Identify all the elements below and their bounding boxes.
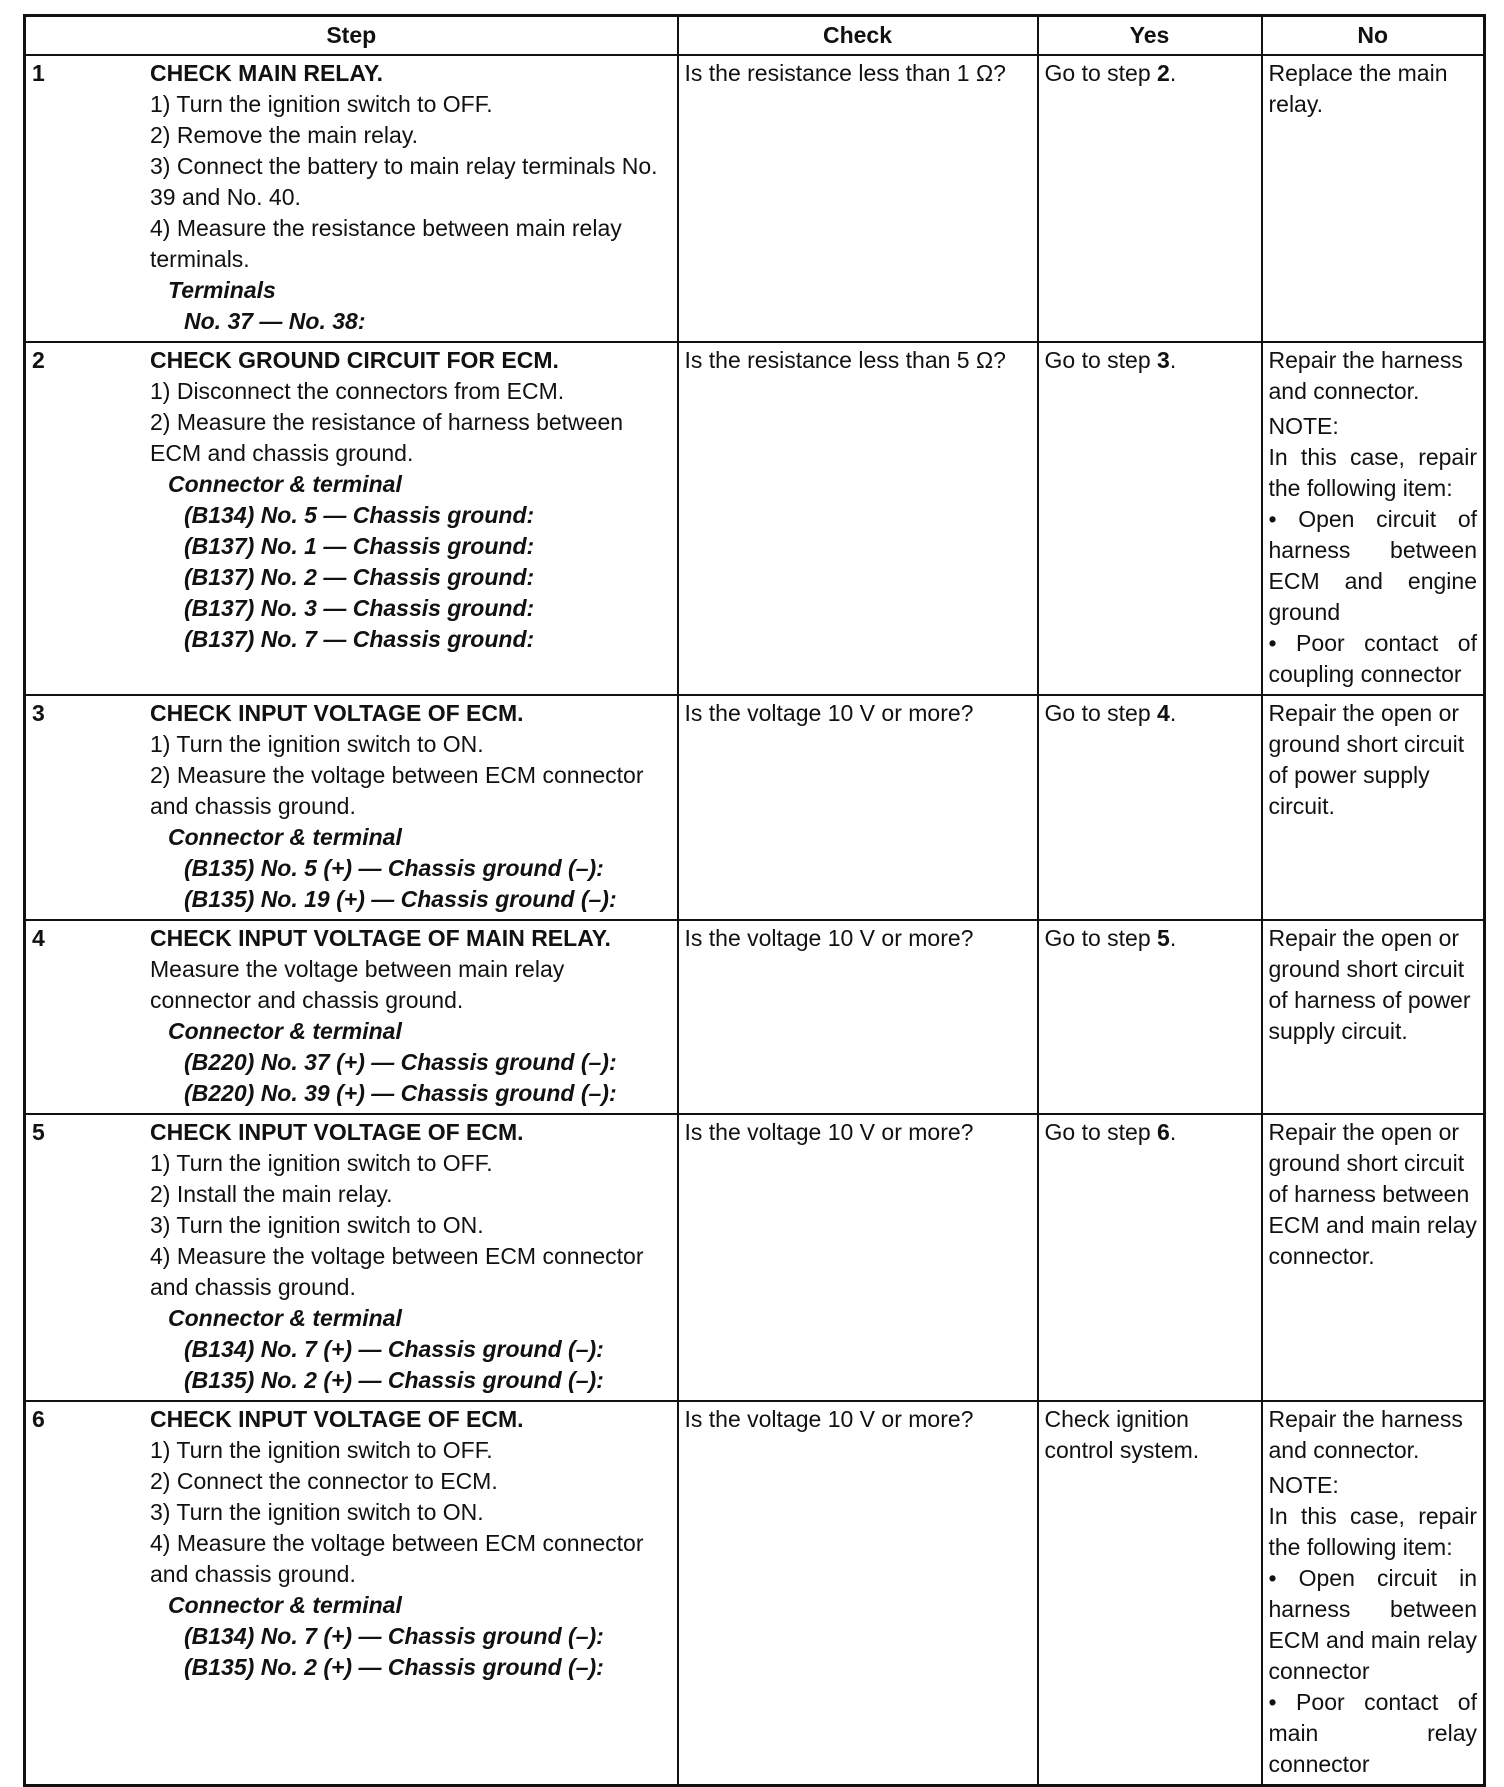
yes-prefix: Go to step	[1044, 925, 1158, 951]
spec-item: No. 37 — No. 38:	[184, 308, 366, 334]
note-text: In this case, repair the following item:	[1268, 444, 1477, 501]
yes-prefix: Go to step	[1044, 347, 1158, 373]
yes-step: 5	[1157, 925, 1170, 951]
spec-header: Connector & terminal	[168, 1305, 402, 1331]
step-line: 2) Connect the connector to ECM.	[150, 1468, 498, 1494]
note-bullet: • Open circuit of harness between ECM and engine ground	[1268, 506, 1477, 625]
note-label: NOTE:	[1268, 1472, 1339, 1498]
check-cell: Is the voltage 10 V or more?	[678, 695, 1038, 920]
spec-item: (B134) No. 5 — Chassis ground:	[184, 502, 535, 528]
step-line: 1) Turn the ignition switch to OFF.	[150, 1150, 493, 1176]
step-number: 3	[32, 700, 45, 726]
step-line: 1) Disconnect the connectors from ECM.	[150, 378, 565, 404]
spec-header: Terminals	[168, 277, 276, 303]
check-cell: Is the resistance less than 5 Ω?	[678, 342, 1038, 695]
spec-item: (B135) No. 2 (+) — Chassis ground (–):	[184, 1367, 604, 1393]
step-number: 1	[32, 60, 45, 86]
spec-item: (B134) No. 7 (+) — Chassis ground (–):	[184, 1336, 604, 1362]
yes-step: 6	[1157, 1119, 1170, 1145]
check-cell: Is the resistance less than 1 Ω?	[678, 55, 1038, 342]
no-cell: Repair the open or ground short circuit of harness between ECM and main relay connector.	[1262, 1114, 1485, 1401]
step-line: 2) Measure the resistance of harness between ECM and chassis ground.	[150, 409, 624, 466]
check-cell: Is the voltage 10 V or more?	[678, 1114, 1038, 1401]
step-title: CHECK INPUT VOLTAGE OF ECM.	[150, 700, 524, 726]
no-text: Repair the harness and connector.	[1268, 347, 1463, 404]
spec-item: (B137) No. 1 — Chassis ground:	[184, 533, 535, 559]
yes-step: 3	[1157, 347, 1170, 373]
step-line: 3) Turn the ignition switch to ON.	[150, 1499, 484, 1525]
no-cell	[1262, 342, 1485, 695]
yes-suffix: .	[1169, 1119, 1177, 1145]
no-cell	[1262, 1401, 1485, 1786]
yes-step: 4	[1157, 700, 1170, 726]
yes-step: 2	[1157, 60, 1170, 86]
table-row	[25, 1114, 1485, 1401]
no-cell: Replace the main relay.	[1262, 55, 1485, 342]
note-text: In this case, repair the following item:	[1268, 1503, 1477, 1560]
note-label: NOTE:	[1268, 413, 1339, 439]
yes-cell	[1038, 1114, 1262, 1401]
table-header-row	[25, 16, 1485, 56]
spec-header: Connector & terminal	[168, 824, 402, 850]
header-yes: Yes	[1038, 16, 1262, 56]
header-step: Step	[25, 16, 678, 56]
spec-header: Connector & terminal	[168, 471, 402, 497]
table-row	[25, 920, 1485, 1114]
step-cell	[25, 1401, 678, 1786]
step-cell	[25, 1114, 678, 1401]
no-cell: Repair the open or ground short circuit of power supply circuit.	[1262, 695, 1485, 920]
yes-cell: Check ignition control system.	[1038, 1401, 1262, 1786]
spec-header: Connector & terminal	[168, 1592, 402, 1618]
step-line: Measure the voltage between main relay connector and chassis ground.	[150, 956, 565, 1013]
yes-cell	[1038, 55, 1262, 342]
step-line: 1) Turn the ignition switch to ON.	[150, 731, 484, 757]
step-title: CHECK INPUT VOLTAGE OF ECM.	[150, 1119, 524, 1145]
step-cell	[25, 342, 678, 695]
step-title: CHECK MAIN RELAY.	[150, 60, 384, 86]
check-cell: Is the voltage 10 V or more?	[678, 1401, 1038, 1786]
spec-item: (B137) No. 2 — Chassis ground:	[184, 564, 535, 590]
spec-item: (B220) No. 39 (+) — Chassis ground (–):	[184, 1080, 617, 1106]
table-row	[25, 342, 1485, 695]
yes-suffix: .	[1169, 700, 1177, 726]
no-text: Repair the harness and connector.	[1268, 1406, 1463, 1463]
step-line: 3) Turn the ignition switch to ON.	[150, 1212, 484, 1238]
note-bullet: • Open circuit in harness between ECM and main relay connector	[1268, 1565, 1477, 1684]
yes-prefix: Go to step	[1044, 60, 1158, 86]
step-line: 1) Turn the ignition switch to OFF.	[150, 1437, 493, 1463]
spec-item: (B135) No. 2 (+) — Chassis ground (–):	[184, 1654, 604, 1680]
yes-cell	[1038, 920, 1262, 1114]
step-title: CHECK GROUND CIRCUIT FOR ECM.	[150, 347, 559, 373]
yes-suffix: .	[1169, 925, 1177, 951]
step-line: 2) Remove the main relay.	[150, 122, 419, 148]
yes-cell	[1038, 695, 1262, 920]
step-line: 2) Measure the voltage between ECM connector and chassis ground.	[150, 762, 644, 819]
step-line: 2) Install the main relay.	[150, 1181, 393, 1207]
header-no: No	[1262, 16, 1485, 56]
step-cell	[25, 695, 678, 920]
note-bullet: • Poor contact of coupling connector	[1268, 630, 1477, 687]
step-line: 4) Measure the voltage between ECM connector and chassis ground.	[150, 1530, 644, 1587]
yes-cell	[1038, 342, 1262, 695]
step-line: 1) Turn the ignition switch to OFF.	[150, 91, 493, 117]
note-bullet: • Poor contact of main relay connector	[1268, 1689, 1477, 1777]
step-line: 3) Connect the battery to main relay terminals No. 39 and No. 40.	[150, 153, 658, 210]
step-line: 4) Measure the resistance between main relay terminals.	[150, 215, 622, 272]
table-row	[25, 695, 1485, 920]
step-cell	[25, 920, 678, 1114]
step-title: CHECK INPUT VOLTAGE OF MAIN RELAY.	[150, 925, 611, 951]
spec-item: (B137) No. 7 — Chassis ground:	[184, 626, 535, 652]
spec-item: (B220) No. 37 (+) — Chassis ground (–):	[184, 1049, 617, 1075]
spec-item: (B135) No. 5 (+) — Chassis ground (–):	[184, 855, 604, 881]
spec-item: (B134) No. 7 (+) — Chassis ground (–):	[184, 1623, 604, 1649]
spec-item: (B137) No. 3 — Chassis ground:	[184, 595, 535, 621]
spec-item: (B135) No. 19 (+) — Chassis ground (–):	[184, 886, 617, 912]
step-line: 4) Measure the voltage between ECM connector and chassis ground.	[150, 1243, 644, 1300]
step-title: CHECK INPUT VOLTAGE OF ECM.	[150, 1406, 524, 1432]
table-row	[25, 55, 1485, 342]
yes-suffix: .	[1169, 60, 1177, 86]
yes-prefix: Go to step	[1044, 700, 1158, 726]
step-number: 5	[32, 1119, 45, 1145]
diagnostic-table	[23, 14, 1486, 1787]
step-number: 4	[32, 925, 45, 951]
check-cell: Is the voltage 10 V or more?	[678, 920, 1038, 1114]
header-check: Check	[678, 16, 1038, 56]
step-cell	[25, 55, 678, 342]
yes-suffix: .	[1169, 347, 1177, 373]
step-number: 6	[32, 1406, 45, 1432]
step-number: 2	[32, 347, 45, 373]
yes-prefix: Go to step	[1044, 1119, 1158, 1145]
spec-header: Connector & terminal	[168, 1018, 402, 1044]
no-cell: Repair the open or ground short circuit of harness of power supply circuit.	[1262, 920, 1485, 1114]
table-row	[25, 1401, 1485, 1786]
